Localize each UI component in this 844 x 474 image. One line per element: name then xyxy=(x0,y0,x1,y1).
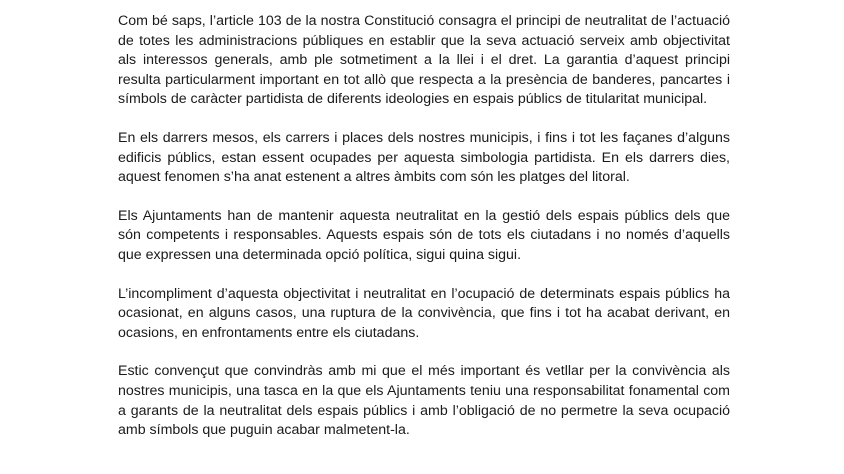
paragraph-1: Com bé saps, l’article 103 de la nostra Constitució consagra el principi de neutralitat de l’actuació de totes les administracions públiques en establir que la seva actuació serveix amb objectivitat als interessos generals, amb ple sotmetiment a la llei i el dret. La garantia d’aquest principi resulta particularment important en tot allò que respecta a la presència de banderes, pancartes i símbols de caràcter partidista de diferents ideologies en espais públics de titularitat municipal. xyxy=(118,13,730,108)
letter-body xyxy=(118,12,730,460)
paragraph-3: Els Ajuntaments han de mantenir aquesta neutralitat en la gestió dels espais públics dels que són competents i responsables. Aquests espais són de tots els ciutadans i no només d’aquells que expressen una determinada opció política, sigui quina sigui. xyxy=(118,207,730,263)
paragraph-5: Estic convençut que convindràs amb mi que el més important és vetllar per la convivència als nostres municipis, una tasca en la que els Ajuntaments teniu una responsabilitat fonamental com a garants de la neutralitat dels espais públics i amb l’obligació de no permetre la seva ocupació amb símbols que puguin acabar malmetent-la. xyxy=(118,363,730,439)
paragraph-4: L’incompliment d’aquesta objectivitat i neutralitat en l’ocupació de determinats espais públics ha ocasionat, en alguns casos, una ruptura de la convivència, que fins i tot ha acabat derivant, en ocasions, en enfrontaments entre els ciutadans. xyxy=(118,285,730,341)
paragraph-2: En els darrers mesos, els carrers i places dels nostres municipis, i fins i tot les façanes d’alguns edificis públics, estan essent ocupades per aquesta simbologia partidista. En els darrers dies, aquest fenomen s’ha anat estenent a altres àmbits com són les platges del litoral. xyxy=(118,129,730,186)
